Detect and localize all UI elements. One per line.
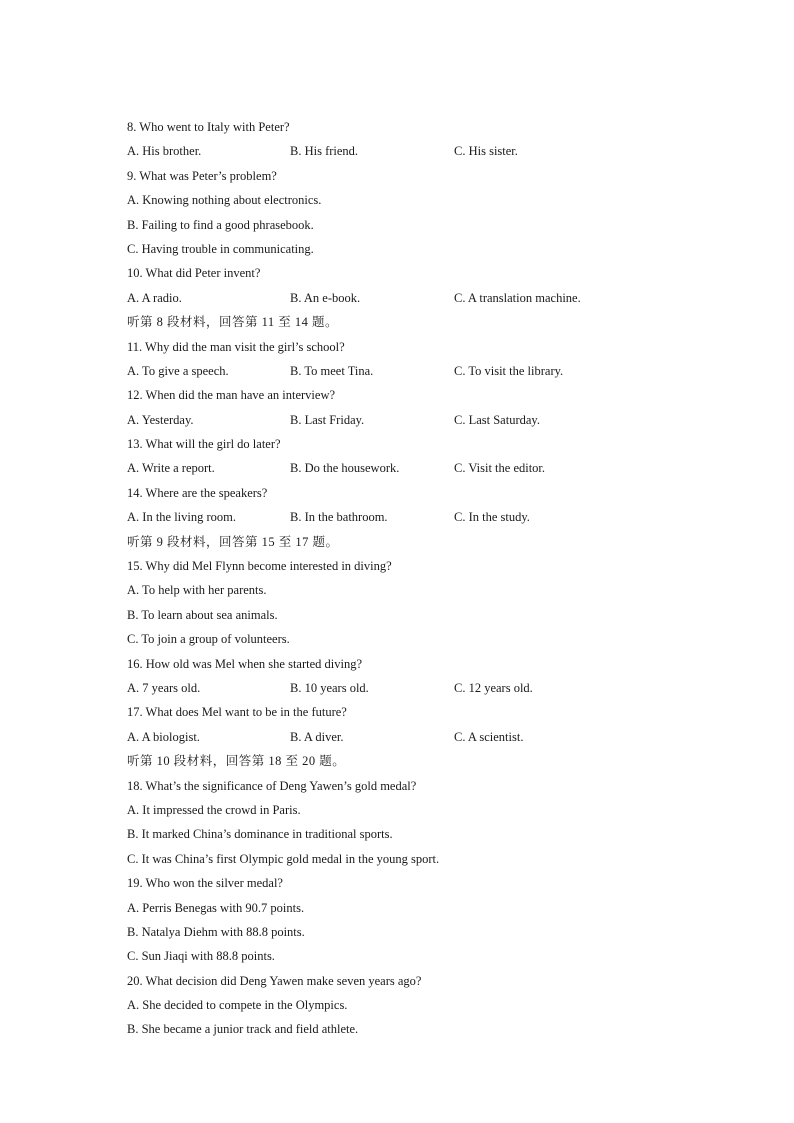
answer-option: A. Write a report. xyxy=(127,461,215,476)
answer-options-row xyxy=(127,505,727,529)
answer-options-row xyxy=(127,456,727,480)
question-text: 20. What decision did Deng Yawen make seven years ago? xyxy=(127,973,422,988)
question-text: 18. What’s the significance of Deng Yawen’s gold medal? xyxy=(127,778,417,793)
question-text: 12. When did the man have an interview? xyxy=(127,388,336,403)
answer-option: B. Last Friday. xyxy=(290,412,365,427)
answer-option: A. Perris Benegas with 90.7 points. xyxy=(127,900,305,915)
answer-option: A. A radio. xyxy=(127,290,182,305)
answer-option: C. A scientist. xyxy=(454,729,524,744)
answer-option: C. In the study. xyxy=(454,510,530,525)
question-text: 10. What did Peter invent? xyxy=(127,266,261,281)
answer-option: B. Do the housework. xyxy=(290,461,400,476)
answer-options-row xyxy=(127,286,727,310)
answer-option: A. 7 years old. xyxy=(127,680,201,695)
answer-options-row xyxy=(127,139,727,163)
answer-option: C. A translation machine. xyxy=(454,290,581,305)
answer-option: C. His sister. xyxy=(454,144,518,159)
question-text: 15. Why did Mel Flynn become interested in diving? xyxy=(127,559,392,574)
answer-option: C. Last Saturday. xyxy=(454,412,540,427)
answer-option: A. To give a speech. xyxy=(127,363,229,378)
answer-option: A. A biologist. xyxy=(127,729,200,744)
section-instruction: 听第 9 段材料，回答第 15 至 17 题。 xyxy=(127,534,339,549)
question-text: 8. Who went to Italy with Peter? xyxy=(127,120,290,134)
answer-option: B. She became a junior track and field athlete. xyxy=(127,1022,359,1037)
answer-options-row xyxy=(127,676,727,700)
answer-option: B. An e-book. xyxy=(290,290,361,305)
answer-option: A. Knowing nothing about electronics. xyxy=(127,193,322,208)
answer-option: A. She decided to compete in the Olympics. xyxy=(127,998,348,1013)
answer-option: A. In the living room. xyxy=(127,510,237,525)
answer-options-row xyxy=(127,408,727,432)
answer-option: C. Having trouble in communicating. xyxy=(127,241,314,256)
question-text: 13. What will the girl do later? xyxy=(127,437,281,452)
answer-option: B. His friend. xyxy=(290,144,359,159)
section-instruction: 听第 8 段材料，回答第 11 至 14 题。 xyxy=(127,315,339,330)
answer-option: B. Failing to find a good phrasebook. xyxy=(127,217,314,232)
answer-option: B. A diver. xyxy=(290,729,344,744)
question-text: 16. How old was Mel when she started diving? xyxy=(127,656,363,671)
answer-option: A. To help with her parents. xyxy=(127,583,267,598)
answer-option: A. Yesterday. xyxy=(127,412,194,427)
answer-options-row xyxy=(127,725,727,749)
answer-option: A. It impressed the crowd in Paris. xyxy=(127,802,301,817)
question-text: 14. Where are the speakers? xyxy=(127,485,268,500)
answer-option: C. Visit the editor. xyxy=(454,461,546,476)
answer-option: C. 12 years old. xyxy=(454,680,533,695)
section-instruction: 听第 10 段材料，回答第 18 至 20 题。 xyxy=(127,754,346,769)
answer-option: C. It was China’s first Olympic gold medal in the young sport. xyxy=(127,851,440,866)
answer-option: B. To learn about sea animals. xyxy=(127,607,278,622)
answer-options-row xyxy=(127,359,727,383)
answer-option: B. To meet Tina. xyxy=(290,363,374,378)
exam-page xyxy=(127,115,727,1042)
answer-option: C. Sun Jiaqi with 88.8 points. xyxy=(127,949,275,964)
answer-option: B. In the bathroom. xyxy=(290,510,388,525)
answer-option: C. To join a group of volunteers. xyxy=(127,632,290,647)
question-text: 19. Who won the silver medal? xyxy=(127,876,283,891)
answer-option: B. It marked China’s dominance in traditional sports. xyxy=(127,827,393,842)
answer-option: C. To visit the library. xyxy=(454,363,564,378)
answer-option: B. 10 years old. xyxy=(290,680,369,695)
question-text: 11. Why did the man visit the girl’s school? xyxy=(127,339,345,354)
answer-option: A. His brother. xyxy=(127,144,202,159)
answer-option: B. Natalya Diehm with 88.8 points. xyxy=(127,924,305,939)
question-text: 17. What does Mel want to be in the future? xyxy=(127,705,347,720)
question-text: 9. What was Peter’s problem? xyxy=(127,168,277,183)
